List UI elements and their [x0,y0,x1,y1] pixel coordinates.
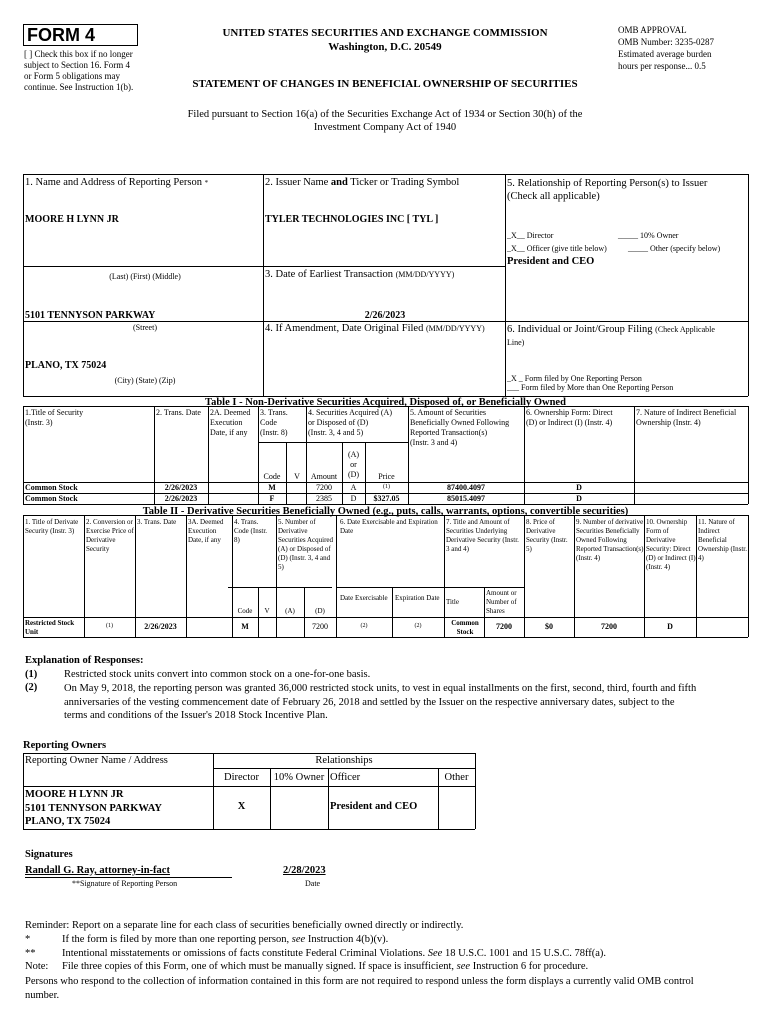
t2-row-owned: 7200 [601,622,617,631]
t1-row2-date: 2/26/2023 [164,494,198,503]
footer-mark-3: Note: [25,961,49,972]
t1-sub-amount: Amount [310,472,338,481]
owner-director-mark: X [237,801,246,812]
footnote-1-text: Restricted stock units convert into common stock on a one-for-one basis. [64,669,371,680]
t2-h10: 10. Ownership Form of Derivative Security: Direct (D) or Indirect (I) (Instr. 4) [646,518,696,571]
signature-date-label: Date [305,879,321,888]
earliest-transaction-date: 2/26/2023 [364,310,406,321]
street-label: (Street) [133,323,157,332]
ten-pct-owner-check: _____ 10% Owner [618,231,679,240]
street-address: 5101 TENNYSON PARKWAY [25,310,156,321]
owners-col-ten-pct: 10% Owner [273,772,325,783]
box6-label: 6. Individual or Joint/Group Filing (Check Applicable Line) [507,324,715,347]
checkbox-note: [ ] Check this box if no longer subject to Section 16. Form 4 or Form 5 obligations may continue. See Instruction 1(b). [24,49,134,92]
issuer-name: TYLER TECHNOLOGIES INC [ TYL ] [265,214,439,225]
footer-text-3: File three copies of this Form, one of which must be manually signed. If space is insufficient, see Instruction 6 for procedure. [62,961,589,972]
t1-row2-owned: 85015.4097 [447,494,485,503]
t2-row-disposed: 7200 [312,622,328,631]
t2-sub-d: (D) [315,607,325,615]
t2-row-form: D [667,622,673,631]
owner-officer-title: President and CEO [330,801,418,812]
t2-h6: 6. Date Exercisable and Expiration Date [340,518,438,535]
t2-row-amount: 7200 [496,622,512,631]
footer-text-1: If the form is filed by more than one reporting person, see Instruction 4(b)(v). [62,934,389,945]
other-check: _____ Other (specify below) [628,244,721,253]
t1-row1-owned: 87400.4097 [447,483,485,492]
t1-row2-code: F [269,494,275,503]
t2-row-date: 2/26/2023 [144,622,177,631]
t2-h5: 5. Number of Derivative Securities Acquired (A) or Disposed of (D) (Instr. 3, 4 and 5) [278,518,334,571]
t2-h2: 2. Conversion or Exercise Price of Derivative Security [86,518,134,553]
city-state-zip: PLANO, TX 75024 [25,360,107,371]
owners-col-director: Director [224,772,259,783]
t1-row2-amount: 2385 [316,494,332,503]
statement-title: STATEMENT OF CHANGES IN BENEFICIAL OWNERSHIP OF SECURITIES [192,78,578,90]
t1-row1-date: 2/26/2023 [164,483,198,492]
officer-check: _X__ Officer (give title below) [507,244,607,253]
t2-row-security: Restricted Stock Unit [25,619,75,636]
t2-h8: 8. Price of Derivative Security (Instr. 5) [526,518,568,553]
t1-row2-security: Common Stock [25,494,78,503]
t1-row1-amount: 7200 [316,483,332,492]
box2-label: 2. Issuer Name and Ticker or Trading Symbol [265,177,460,188]
t1-row1-price: (1) [383,484,390,490]
t2-sub-v: V [264,607,270,615]
t2-h11: 11. Nature of Indirect Beneficial Ownership (Instr. 4) [698,518,747,562]
t2-row-exercisable: (2) [360,623,368,629]
table1-title: Table I - Non-Derivative Securities Acquired, Disposed of, or Beneficially Owned [205,397,566,408]
agency-name: UNITED STATES SECURITIES AND EXCHANGE COMMISSION [222,27,548,39]
t2-row-price: (1) [106,623,113,629]
t2-h3a: 3A. Deemed Execution Date, if any [188,518,224,544]
t1-row2-price: $327.05 [373,494,400,503]
t1-row2-aord: D [350,494,357,503]
t2-sub-exercisable: Date Exercisable [340,594,388,602]
owners-col-other: Other [444,772,469,783]
t1-h-code: 3. Trans. Code (Instr. 8) [260,408,288,437]
reporting-person-name: MOORE H LYNN JR [25,214,119,225]
owners-col-relationships: Relationships [315,755,373,766]
t2-sub-code: Code [237,607,253,615]
owners-heading: Reporting Owners [23,740,107,751]
footnote-2-marker: (2) [25,682,38,693]
t1-h-deemed: 2A. Deemed Execution Date, if any [210,408,251,437]
t1-sub-aord: (A) or (D) [347,450,360,479]
t1-sub-price: Price [378,472,395,481]
t1-h-title: 1.Title of Security (Instr. 3) [25,408,84,427]
signature-date: 2/28/2023 [283,865,326,876]
t1-h-date: 2. Trans. Date [156,408,201,417]
t2-row-deriv-price: $0 [545,622,553,631]
t1-h-ownership: 6. Ownership Form: Direct (D) or Indirect (I) (Instr. 4) [526,408,613,427]
t1-h-nature: 7. Nature of Indirect Beneficial Ownership (Instr. 4) [636,408,737,427]
t2-h1: 1. Title of Derivate Security (Instr. 3) [25,518,79,535]
city-label: (City) (State) (Zip) [114,376,176,385]
t2-row-expiration: (2) [414,623,422,629]
box3-label: 3. Date of Earliest Transaction (MM/DD/YYYY) [265,269,455,280]
t1-h-acquired: 4. Securities Acquired (A) or Disposed of (D) (Instr. 3, 4 and 5) [308,408,392,437]
footer-text-2: Intentional misstatements or omissions of facts constitute Federal Criminal Violations. See 18 U.S.C. 1001 and 15 U.S.C. 78ff(a). [62,948,607,959]
signature-name-label: **Signature of Reporting Person [72,879,178,888]
t2-sub-a: (A) [285,607,295,615]
footer-omb-notice: Persons who respond to the collection of information contained in this form are not required to respond unless the form displays a currently valid OMB control number. [25,976,694,1001]
t2-row-code: M [241,622,249,631]
t2-h3: 3. Trans. Date [137,518,177,526]
t1-row1-security: Common Stock [25,483,78,492]
more-reporting-persons: ___ Form filed by More than One Reporting Person [507,383,674,392]
name-parts-label: (Last) (First) (Middle) [109,272,181,281]
filed-pursuant: Filed pursuant to Section 16(a) of the Securities Exchange Act of 1934 or Section 30(h) of the Investment Company Act of 1940 [187,109,583,133]
owners-col-officer: Officer [330,772,361,783]
table2-title: Table II - Derivative Securities Beneficially Owned (e.g., puts, calls, warrants, options, convertible securities) [142,506,629,517]
signatures-heading: Signatures [25,849,73,860]
t2-h4: 4. Trans. Code (Instr. 8) [234,518,268,544]
box4-label: 4. If Amendment, Date Original Filed (MM/DD/YYYY) [265,323,485,334]
t1-sub-v: V [294,472,300,481]
t2-sub-amount: Amount or Number of Shares [486,589,517,615]
officer-title: President and CEO [507,256,595,267]
t1-h-amount: 5. Amount of Securities Beneficially Owned Following Reported Transaction(s) (Instr. 3 and 4) [410,408,510,447]
agency-city: Washington, D.C. 20549 [328,41,442,53]
box5-label: 5. Relationship of Reporting Person(s) to Issuer (Check all applicable) [507,178,708,202]
t2-sub-expiration: Expiration Date [395,594,440,602]
t2-sub-title: Title [446,598,459,606]
signature-name: Randall G. Ray, attorney-in-fact [25,865,170,876]
t2-row-title: Common Stock [451,619,479,636]
footer-mark-2: ** [25,948,36,959]
explanation-heading: Explanation of Responses: [25,655,144,666]
footer-mark-1: * [25,934,31,945]
t2-h7: 7. Title and Amount of Securities Underlying Derivative Security (Instr. 3 and 4) [446,518,519,553]
t1-row1-aord: A [350,483,357,492]
footer-reminder: Reminder: Report on a separate line for each class of securities beneficially owned directly or indirectly. [25,920,464,931]
t2-h9: 9. Number of derivative Securities Beneficially Owned Following Reported Transaction(s) (Instr. 4) [576,518,644,562]
t1-sub-code: Code [263,472,281,481]
box1-label: 1. Name and Address of Reporting Person * [25,177,209,188]
omb-approval: OMB APPROVAL OMB Number: 3235-0287 Estimated average burden hours per response... 0.5 [618,25,714,71]
t1-row1-code: M [268,483,276,492]
t1-row1-form: D [576,483,582,492]
footnote-1-marker: (1) [25,669,38,680]
form-title: FORM 4 [23,24,138,46]
footnote-2-text: On May 9, 2018, the reporting person was granted 36,000 restricted stock units, to vest in equal installments on the first, second, third, fourth and fifth anniversaries of the vesting commencement date of February 26, 2018 and settled by the Issuer on the respective anniversary dates, subject to the terms and conditions of the Issuer's 2018 Stock Incentive Plan. [64,683,697,721]
director-check: _X__ Director [507,231,554,240]
t1-row2-form: D [576,494,582,503]
owner-name-address: MOORE H LYNN JR 5101 TENNYSON PARKWAY PLANO, TX 75024 [25,789,162,827]
owners-col-name: Reporting Owner Name / Address [25,755,168,766]
one-reporting-person: _X _ Form filed by One Reporting Person [507,374,642,383]
